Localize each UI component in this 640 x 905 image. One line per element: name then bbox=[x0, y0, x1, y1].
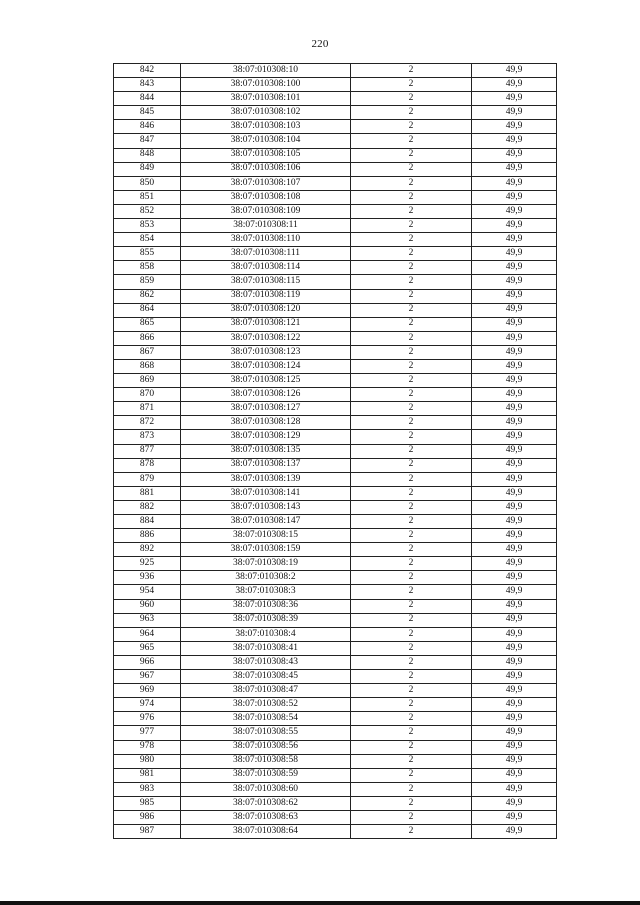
row-number-cell: 848 bbox=[114, 148, 181, 162]
area-cell: 49,9 bbox=[472, 388, 557, 402]
count-cell: 2 bbox=[351, 430, 472, 444]
table-row bbox=[114, 754, 557, 768]
area-cell: 49,9 bbox=[472, 289, 557, 303]
cadastral-number-cell: 38:07:010308:4 bbox=[181, 627, 351, 641]
count-cell: 2 bbox=[351, 247, 472, 261]
table-row bbox=[114, 458, 557, 472]
table-row bbox=[114, 655, 557, 669]
cadastral-number-cell: 38:07:010308:39 bbox=[181, 613, 351, 627]
row-number-cell: 964 bbox=[114, 627, 181, 641]
table-row bbox=[114, 233, 557, 247]
count-cell: 2 bbox=[351, 825, 472, 839]
row-number-cell: 878 bbox=[114, 458, 181, 472]
count-cell: 2 bbox=[351, 543, 472, 557]
row-number-cell: 872 bbox=[114, 416, 181, 430]
cadastral-number-cell: 38:07:010308:122 bbox=[181, 331, 351, 345]
area-cell: 49,9 bbox=[472, 416, 557, 430]
area-cell: 49,9 bbox=[472, 275, 557, 289]
cadastral-number-cell: 38:07:010308:126 bbox=[181, 388, 351, 402]
count-cell: 2 bbox=[351, 726, 472, 740]
cadastral-number-cell: 38:07:010308:15 bbox=[181, 529, 351, 543]
table-row bbox=[114, 219, 557, 233]
row-number-cell: 987 bbox=[114, 825, 181, 839]
area-cell: 49,9 bbox=[472, 486, 557, 500]
area-cell: 49,9 bbox=[472, 190, 557, 204]
table-row bbox=[114, 190, 557, 204]
cadastral-number-cell: 38:07:010308:55 bbox=[181, 726, 351, 740]
area-cell: 49,9 bbox=[472, 557, 557, 571]
row-number-cell: 871 bbox=[114, 402, 181, 416]
area-cell: 49,9 bbox=[472, 655, 557, 669]
row-number-cell: 980 bbox=[114, 754, 181, 768]
area-cell: 49,9 bbox=[472, 247, 557, 261]
table-row bbox=[114, 176, 557, 190]
table-row bbox=[114, 134, 557, 148]
count-cell: 2 bbox=[351, 472, 472, 486]
count-cell: 2 bbox=[351, 782, 472, 796]
row-number-cell: 858 bbox=[114, 261, 181, 275]
area-cell: 49,9 bbox=[472, 712, 557, 726]
data-table bbox=[113, 63, 557, 839]
table-row bbox=[114, 585, 557, 599]
cadastral-number-cell: 38:07:010308:135 bbox=[181, 444, 351, 458]
table-row bbox=[114, 430, 557, 444]
area-cell: 49,9 bbox=[472, 796, 557, 810]
count-cell: 2 bbox=[351, 176, 472, 190]
cadastral-number-cell: 38:07:010308:43 bbox=[181, 655, 351, 669]
cadastral-number-cell: 38:07:010308:10 bbox=[181, 64, 351, 78]
count-cell: 2 bbox=[351, 529, 472, 543]
cadastral-number-cell: 38:07:010308:110 bbox=[181, 233, 351, 247]
row-number-cell: 983 bbox=[114, 782, 181, 796]
area-cell: 49,9 bbox=[472, 219, 557, 233]
row-number-cell: 892 bbox=[114, 543, 181, 557]
area-cell: 49,9 bbox=[472, 345, 557, 359]
cadastral-number-cell: 38:07:010308:104 bbox=[181, 134, 351, 148]
count-cell: 2 bbox=[351, 219, 472, 233]
cadastral-number-cell: 38:07:010308:141 bbox=[181, 486, 351, 500]
row-number-cell: 869 bbox=[114, 374, 181, 388]
row-number-cell: 851 bbox=[114, 190, 181, 204]
area-cell: 49,9 bbox=[472, 627, 557, 641]
count-cell: 2 bbox=[351, 557, 472, 571]
row-number-cell: 864 bbox=[114, 303, 181, 317]
count-cell: 2 bbox=[351, 486, 472, 500]
area-cell: 49,9 bbox=[472, 458, 557, 472]
area-cell: 49,9 bbox=[472, 599, 557, 613]
row-number-cell: 985 bbox=[114, 796, 181, 810]
row-number-cell: 981 bbox=[114, 768, 181, 782]
table-row bbox=[114, 599, 557, 613]
row-number-cell: 867 bbox=[114, 345, 181, 359]
area-cell: 49,9 bbox=[472, 92, 557, 106]
table-row bbox=[114, 92, 557, 106]
count-cell: 2 bbox=[351, 233, 472, 247]
table-row bbox=[114, 275, 557, 289]
cadastral-number-cell: 38:07:010308:2 bbox=[181, 571, 351, 585]
area-cell: 49,9 bbox=[472, 303, 557, 317]
row-number-cell: 868 bbox=[114, 359, 181, 373]
count-cell: 2 bbox=[351, 627, 472, 641]
cadastral-number-cell: 38:07:010308:60 bbox=[181, 782, 351, 796]
table-row bbox=[114, 740, 557, 754]
area-cell: 49,9 bbox=[472, 317, 557, 331]
count-cell: 2 bbox=[351, 641, 472, 655]
cadastral-number-cell: 38:07:010308:62 bbox=[181, 796, 351, 810]
area-cell: 49,9 bbox=[472, 78, 557, 92]
row-number-cell: 963 bbox=[114, 613, 181, 627]
row-number-cell: 859 bbox=[114, 275, 181, 289]
cadastral-number-cell: 38:07:010308:54 bbox=[181, 712, 351, 726]
table-row bbox=[114, 684, 557, 698]
row-number-cell: 881 bbox=[114, 486, 181, 500]
cadastral-number-cell: 38:07:010308:128 bbox=[181, 416, 351, 430]
area-cell: 49,9 bbox=[472, 825, 557, 839]
count-cell: 2 bbox=[351, 120, 472, 134]
area-cell: 49,9 bbox=[472, 571, 557, 585]
cadastral-number-cell: 38:07:010308:59 bbox=[181, 768, 351, 782]
count-cell: 2 bbox=[351, 162, 472, 176]
cadastral-number-cell: 38:07:010308:56 bbox=[181, 740, 351, 754]
cadastral-number-cell: 38:07:010308:52 bbox=[181, 698, 351, 712]
cadastral-number-cell: 38:07:010308:114 bbox=[181, 261, 351, 275]
row-number-cell: 870 bbox=[114, 388, 181, 402]
table-row bbox=[114, 529, 557, 543]
count-cell: 2 bbox=[351, 768, 472, 782]
cadastral-number-cell: 38:07:010308:102 bbox=[181, 106, 351, 120]
row-number-cell: 849 bbox=[114, 162, 181, 176]
table-row bbox=[114, 613, 557, 627]
table-row bbox=[114, 444, 557, 458]
row-number-cell: 842 bbox=[114, 64, 181, 78]
cadastral-number-cell: 38:07:010308:111 bbox=[181, 247, 351, 261]
area-cell: 49,9 bbox=[472, 106, 557, 120]
row-number-cell: 843 bbox=[114, 78, 181, 92]
area-cell: 49,9 bbox=[472, 148, 557, 162]
row-number-cell: 882 bbox=[114, 500, 181, 514]
area-cell: 49,9 bbox=[472, 261, 557, 275]
cadastral-number-cell: 38:07:010308:137 bbox=[181, 458, 351, 472]
table-row bbox=[114, 64, 557, 78]
cadastral-number-cell: 38:07:010308:119 bbox=[181, 289, 351, 303]
count-cell: 2 bbox=[351, 670, 472, 684]
table-row bbox=[114, 543, 557, 557]
row-number-cell: 852 bbox=[114, 204, 181, 218]
count-cell: 2 bbox=[351, 698, 472, 712]
area-cell: 49,9 bbox=[472, 359, 557, 373]
table-row bbox=[114, 317, 557, 331]
row-number-cell: 853 bbox=[114, 219, 181, 233]
count-cell: 2 bbox=[351, 134, 472, 148]
count-cell: 2 bbox=[351, 303, 472, 317]
table-row bbox=[114, 416, 557, 430]
area-cell: 49,9 bbox=[472, 134, 557, 148]
cadastral-number-cell: 38:07:010308:64 bbox=[181, 825, 351, 839]
row-number-cell: 862 bbox=[114, 289, 181, 303]
count-cell: 2 bbox=[351, 754, 472, 768]
area-cell: 49,9 bbox=[472, 120, 557, 134]
page-number: 220 bbox=[311, 38, 329, 50]
row-number-cell: 855 bbox=[114, 247, 181, 261]
row-number-cell: 986 bbox=[114, 810, 181, 824]
cadastral-number-cell: 38:07:010308:58 bbox=[181, 754, 351, 768]
count-cell: 2 bbox=[351, 289, 472, 303]
page-bottom-edge bbox=[0, 901, 640, 905]
row-number-cell: 847 bbox=[114, 134, 181, 148]
count-cell: 2 bbox=[351, 740, 472, 754]
row-number-cell: 966 bbox=[114, 655, 181, 669]
area-cell: 49,9 bbox=[472, 444, 557, 458]
count-cell: 2 bbox=[351, 402, 472, 416]
area-cell: 49,9 bbox=[472, 233, 557, 247]
table-row bbox=[114, 261, 557, 275]
table-row bbox=[114, 515, 557, 529]
cadastral-number-cell: 38:07:010308:11 bbox=[181, 219, 351, 233]
area-cell: 49,9 bbox=[472, 374, 557, 388]
area-cell: 49,9 bbox=[472, 768, 557, 782]
cadastral-number-cell: 38:07:010308:19 bbox=[181, 557, 351, 571]
row-number-cell: 873 bbox=[114, 430, 181, 444]
count-cell: 2 bbox=[351, 331, 472, 345]
count-cell: 2 bbox=[351, 359, 472, 373]
cadastral-number-cell: 38:07:010308:101 bbox=[181, 92, 351, 106]
cadastral-number-cell: 38:07:010308:45 bbox=[181, 670, 351, 684]
cadastral-number-cell: 38:07:010308:47 bbox=[181, 684, 351, 698]
table-row bbox=[114, 486, 557, 500]
cadastral-number-cell: 38:07:010308:36 bbox=[181, 599, 351, 613]
table-row bbox=[114, 359, 557, 373]
area-cell: 49,9 bbox=[472, 331, 557, 345]
count-cell: 2 bbox=[351, 92, 472, 106]
table-row bbox=[114, 148, 557, 162]
row-number-cell: 877 bbox=[114, 444, 181, 458]
table-body bbox=[114, 64, 557, 839]
cadastral-number-cell: 38:07:010308:123 bbox=[181, 345, 351, 359]
cadastral-number-cell: 38:07:010308:109 bbox=[181, 204, 351, 218]
count-cell: 2 bbox=[351, 613, 472, 627]
table-row bbox=[114, 782, 557, 796]
table-row bbox=[114, 768, 557, 782]
area-cell: 49,9 bbox=[472, 684, 557, 698]
count-cell: 2 bbox=[351, 106, 472, 120]
row-number-cell: 925 bbox=[114, 557, 181, 571]
count-cell: 2 bbox=[351, 655, 472, 669]
area-cell: 49,9 bbox=[472, 782, 557, 796]
table-row bbox=[114, 500, 557, 514]
cadastral-number-cell: 38:07:010308:41 bbox=[181, 641, 351, 655]
row-number-cell: 850 bbox=[114, 176, 181, 190]
table-row bbox=[114, 557, 557, 571]
cadastral-number-cell: 38:07:010308:120 bbox=[181, 303, 351, 317]
count-cell: 2 bbox=[351, 78, 472, 92]
count-cell: 2 bbox=[351, 444, 472, 458]
area-cell: 49,9 bbox=[472, 726, 557, 740]
area-cell: 49,9 bbox=[472, 500, 557, 514]
count-cell: 2 bbox=[351, 515, 472, 529]
cadastral-number-cell: 38:07:010308:124 bbox=[181, 359, 351, 373]
table-row bbox=[114, 571, 557, 585]
count-cell: 2 bbox=[351, 204, 472, 218]
count-cell: 2 bbox=[351, 599, 472, 613]
table-row bbox=[114, 120, 557, 134]
row-number-cell: 967 bbox=[114, 670, 181, 684]
table-row bbox=[114, 303, 557, 317]
area-cell: 49,9 bbox=[472, 543, 557, 557]
row-number-cell: 978 bbox=[114, 740, 181, 754]
table-row bbox=[114, 78, 557, 92]
row-number-cell: 976 bbox=[114, 712, 181, 726]
row-number-cell: 854 bbox=[114, 233, 181, 247]
count-cell: 2 bbox=[351, 261, 472, 275]
count-cell: 2 bbox=[351, 275, 472, 289]
count-cell: 2 bbox=[351, 388, 472, 402]
cadastral-number-cell: 38:07:010308:121 bbox=[181, 317, 351, 331]
table-row bbox=[114, 345, 557, 359]
cadastral-number-cell: 38:07:010308:115 bbox=[181, 275, 351, 289]
table-row bbox=[114, 712, 557, 726]
cadastral-number-cell: 38:07:010308:107 bbox=[181, 176, 351, 190]
cadastral-number-cell: 38:07:010308:108 bbox=[181, 190, 351, 204]
row-number-cell: 936 bbox=[114, 571, 181, 585]
area-cell: 49,9 bbox=[472, 402, 557, 416]
count-cell: 2 bbox=[351, 148, 472, 162]
area-cell: 49,9 bbox=[472, 810, 557, 824]
table-row bbox=[114, 374, 557, 388]
table-row bbox=[114, 698, 557, 712]
table-row bbox=[114, 247, 557, 261]
area-cell: 49,9 bbox=[472, 472, 557, 486]
count-cell: 2 bbox=[351, 416, 472, 430]
area-cell: 49,9 bbox=[472, 515, 557, 529]
row-number-cell: 879 bbox=[114, 472, 181, 486]
count-cell: 2 bbox=[351, 684, 472, 698]
table-row bbox=[114, 106, 557, 120]
table-row bbox=[114, 204, 557, 218]
table-row bbox=[114, 825, 557, 839]
cadastral-number-cell: 38:07:010308:127 bbox=[181, 402, 351, 416]
table-row bbox=[114, 388, 557, 402]
table-row bbox=[114, 627, 557, 641]
table-row bbox=[114, 726, 557, 740]
cadastral-number-cell: 38:07:010308:143 bbox=[181, 500, 351, 514]
table-row bbox=[114, 810, 557, 824]
row-number-cell: 965 bbox=[114, 641, 181, 655]
area-cell: 49,9 bbox=[472, 698, 557, 712]
cadastral-number-cell: 38:07:010308:106 bbox=[181, 162, 351, 176]
cadastral-number-cell: 38:07:010308:103 bbox=[181, 120, 351, 134]
area-cell: 49,9 bbox=[472, 204, 557, 218]
count-cell: 2 bbox=[351, 458, 472, 472]
cadastral-number-cell: 38:07:010308:125 bbox=[181, 374, 351, 388]
area-cell: 49,9 bbox=[472, 670, 557, 684]
count-cell: 2 bbox=[351, 64, 472, 78]
area-cell: 49,9 bbox=[472, 754, 557, 768]
table-row bbox=[114, 796, 557, 810]
count-cell: 2 bbox=[351, 345, 472, 359]
count-cell: 2 bbox=[351, 571, 472, 585]
count-cell: 2 bbox=[351, 317, 472, 331]
row-number-cell: 846 bbox=[114, 120, 181, 134]
count-cell: 2 bbox=[351, 190, 472, 204]
table-row bbox=[114, 472, 557, 486]
row-number-cell: 977 bbox=[114, 726, 181, 740]
area-cell: 49,9 bbox=[472, 430, 557, 444]
row-number-cell: 960 bbox=[114, 599, 181, 613]
row-number-cell: 866 bbox=[114, 331, 181, 345]
count-cell: 2 bbox=[351, 374, 472, 388]
count-cell: 2 bbox=[351, 712, 472, 726]
table-row bbox=[114, 670, 557, 684]
cadastral-number-cell: 38:07:010308:129 bbox=[181, 430, 351, 444]
row-number-cell: 954 bbox=[114, 585, 181, 599]
cadastral-number-cell: 38:07:010308:147 bbox=[181, 515, 351, 529]
area-cell: 49,9 bbox=[472, 641, 557, 655]
area-cell: 49,9 bbox=[472, 529, 557, 543]
row-number-cell: 845 bbox=[114, 106, 181, 120]
table-row bbox=[114, 331, 557, 345]
table-row bbox=[114, 289, 557, 303]
cadastral-number-cell: 38:07:010308:139 bbox=[181, 472, 351, 486]
cadastral-number-cell: 38:07:010308:63 bbox=[181, 810, 351, 824]
data-table-container bbox=[113, 63, 556, 839]
row-number-cell: 865 bbox=[114, 317, 181, 331]
row-number-cell: 969 bbox=[114, 684, 181, 698]
area-cell: 49,9 bbox=[472, 585, 557, 599]
count-cell: 2 bbox=[351, 796, 472, 810]
row-number-cell: 884 bbox=[114, 515, 181, 529]
count-cell: 2 bbox=[351, 585, 472, 599]
area-cell: 49,9 bbox=[472, 740, 557, 754]
cadastral-number-cell: 38:07:010308:100 bbox=[181, 78, 351, 92]
count-cell: 2 bbox=[351, 500, 472, 514]
table-row bbox=[114, 641, 557, 655]
area-cell: 49,9 bbox=[472, 162, 557, 176]
row-number-cell: 974 bbox=[114, 698, 181, 712]
cadastral-number-cell: 38:07:010308:3 bbox=[181, 585, 351, 599]
table-row bbox=[114, 402, 557, 416]
count-cell: 2 bbox=[351, 810, 472, 824]
cadastral-number-cell: 38:07:010308:159 bbox=[181, 543, 351, 557]
area-cell: 49,9 bbox=[472, 64, 557, 78]
row-number-cell: 886 bbox=[114, 529, 181, 543]
table-row bbox=[114, 162, 557, 176]
area-cell: 49,9 bbox=[472, 613, 557, 627]
row-number-cell: 844 bbox=[114, 92, 181, 106]
area-cell: 49,9 bbox=[472, 176, 557, 190]
cadastral-number-cell: 38:07:010308:105 bbox=[181, 148, 351, 162]
